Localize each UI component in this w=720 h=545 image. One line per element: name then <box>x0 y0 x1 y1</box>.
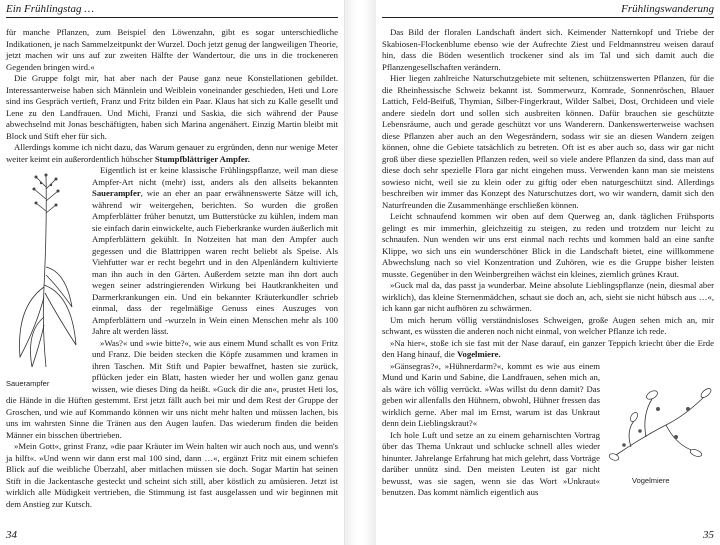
paragraph: Das Bild der floralen Landschaft ändert sich. Keimender Natternkopf und Triebe der Skabiosen-Flockenblume ebenso wie der Aufrechte Ziest und Feldmannstreu weisen darauf hin, dass die Böden wesentlich trockener sind als im Tal und sich damit auch die Pflanzengesellschaften verändern. <box>382 27 714 72</box>
paragraph: Um mich herum völlig verständnisloses Schweigen, große Augen sehen mich an, mir schwant, es wüssten die anderen noch nicht einmal, von welcher Pflanze ich rede. <box>382 314 714 336</box>
left-page-body <box>6 27 338 510</box>
paragraph-text: »Na hier«, stoße ich sie fast mit der Nase darauf, ein ganzer Teppich kriecht über die Erde den Hang hinauf, die <box>382 337 714 359</box>
paragraph-text: , wie an eher an paar erwähnenswerte Sätze will ich, während wir weitergehen, berichten. So wurden die großen Ampferblätter früher benutzt, um Butterstücke zu kühlen, indem man sie einfach darin einwickelte, auch Fieberkranke wurden äußerlich mit Ampferblättern gekühlt. In Notzeiten hat man den Ampfer auch gegessen und die Blattrippen waren recht beliebt als Speise. Als Viehfutter war er recht begehrt und in den Alpenländern kultivierte man ihn auch in den Gärten. Außerdem setzte man ihn dort auch wegen seiner adstringierenden Wirkung bei Hautkrankheiten und Darmerkrankungen ein. Und ein bekannter Kräuterkundler schrieb einmal, dass der regelmäßige Genuss eines Auszuges von Ampferblättern und -wurzeln in Wein einen Menschen mehr als 100 Jahre alt werden lässt. <box>92 188 338 336</box>
paragraph <box>6 142 338 165</box>
paragraph: Leicht schnaufend kommen wir oben auf dem Querweg an, dank täglichen Frühsports gelingt es mir immerhin, gleichzeitig zu steigen, zu reden und trotzdem nur leicht zu schnaufen. Nun wenden wir uns erst einmal nach rechts und kommen bald an eine sanfte Klippe, wo sich uns ein wunderschöner Blick in die Landschaft bietet, eine willkommene Abwechslung nach so viel Konzentration und Zuhören, wie es die Gruppe bisher leisten musste. Gegenüber in den Weinbergreihen wächst ein kleines, ziemlich grünes Kraut. <box>382 211 714 279</box>
figure-caption: Sauerampfer <box>6 378 50 388</box>
sauerampfer-bold: Sauerampfer <box>92 188 141 198</box>
paragraph: »Was?« und »wie bitte?«, wie aus einem Mund schallt es von Fritz und Franz. Die beiden stecken die Köpfe zusammen und kramen in ihren Taschen. Mit Stift und Papier bewaffnet, hasten sie zurück, pflücken jeder ein Blatt, hasten wieder her und wollen ganz genau wissen, wie dieses Ding da heißt. »Guck dir die an«, prustet Heti los, die Hände in die Hüften gestemmt. Erst jetzt fällt auch bei mir und dem Rest der Gruppe der Groschen, und wie auf Kommando können wir uns nicht mehr halten und müssen lachen, bis uns im wahrsten Sinne die Tränen aus den Augen laufen. Das wiederum finden die beiden Männer ein bisschen übertrieben. <box>6 337 338 440</box>
right-page-body <box>382 27 714 499</box>
page-number-right: 35 <box>703 529 714 541</box>
plant-name-bold: Vogelmiere. <box>457 349 501 359</box>
paragraph: »Mein Gott«, grinst Franz, »die paar Kräuter im Wein halten wir auch noch aus, und wenn's ja hilft«. »Und wenn wir dann erst mal 100 sind, dann …«, ergänzt Fritz mit einem schiefen Blick auf die weibliche Überzahl, aber mitlachen müssen sie doch. Sogar Martin hat seinen Stift in die Jackentasche gesteckt und scheint sich still, aber köstlich zu amüsieren. Jetzt ist wirklich alle Müdigkeit vertrieben, die Stimmung ist fast ausgelassen und wir beginnen mit dem Anstieg zur Kutsch. <box>6 441 338 509</box>
paragraph-text: Allerdings komme ich nicht dazu, das Warum genauer zu ergründen, denn nur wenige Meter weiter keimt ein außerordentlich hübscher <box>6 142 338 164</box>
paragraph: Hier liegen zahlreiche Naturschutzgebiete mit seltenen, schützenswerten Pflanzen, für die die Rheinhessische Schweiz bekannt ist. Sommerwurz, Kornrade, Sonnenröschen, Blauer Lattich, Feld-Beifuß, Thymian, Silber-Fingerkraut, Wilder Salbei, Dost, Orchideen und viele andere siedeln dort und sollen sich ausbreiten können. Dafür brauchen sie geschützte Lebensräume, auch und gerade geschützt vor uns Wanderern. Dankenswerterweise wachsen diese Pflanzen aber auch an den Wegesrändern, sodass wir sie an diesen Wandern zeigen können, ohne die Gebiete tatsächlich zu betreten. Oft ist es aber auch so, dass wir gar nicht groß über diese speziellen Pflanzen reden, weil so viele andere Pflanzen da sind, dass man auf diese doch sehr spezielle Flora gar nicht eingehen muss. Verwenden kann man sie meistens sowieso nicht, weil sie zu klein oder zu giftig oder eben naturgeschützt sind. Allerdings beschreiben wir immer das Konzept des Naturschutzes dort, wo wir wandern, damit sich den Naturfreunden die Zusammenhänge erschließen können. <box>382 73 714 210</box>
paragraph: »Gänsegras?«, »Hühnerdarm?«, kommt es wie aus einem Mund und Karin und Sabine, die Landfrauen, sehen mich an, als wäre ich völlig verrückt. »Was willst du denn damit? Das geben wir allenfalls den Hühnern, obwohl, Hühner fressen das wirklich gerne. Aber mal im Ernst, warum ist das Unkraut denn dein Lieblingskraut?« <box>382 360 600 428</box>
vogelmiere-illustration <box>606 365 714 475</box>
right-page <box>376 0 720 545</box>
book-gutter <box>344 0 376 545</box>
sauerampfer-figure <box>6 167 86 389</box>
paragraph <box>382 338 714 361</box>
left-page <box>0 0 345 545</box>
plant-name-bold: Stumpfblättriger Ampfer. <box>154 153 250 164</box>
sauerampfer-illustration <box>6 167 86 373</box>
page-number-left: 34 <box>6 529 17 541</box>
figure-caption: Vogelmiere <box>632 476 670 485</box>
paragraph: Die Gruppe folgt mir, hat aber nach der Pause ganz neue Konstellationen gebildet. Interessanterweise haben sich Männlein und Weiblein voneinander geschieden, Heti und Lore sind ins Gespräch vertieft, Franz und Fritz bilden ein Paar. Klaus hat sich zu Kalle gesellt und Lene zu den Landfrauen. Und Michi, Franzi und Saskia, die sich während der Pause abwechselnd mit Jonas beschäftigten, haben sich Marina angenähert. Einzig Martin bleibt mit Block und Stift eher für sich. <box>6 73 338 141</box>
paragraph: für manche Pflanzen, zum Beispiel den Löwenzahn, gibt es sogar unterschiedliche Indikationen, je nach Sammelzeitpunkt der Wurzel. Doch jetzt genug der langweiligen Theorie, jetzt machen wir uns auf zur zweiten Hälfte der Wandertour, die uns in die trockeneren Gegenden bringen wird.« <box>6 27 338 72</box>
paragraph: Ich hole Luft und setze an zu einem geharnischten Vortrag über das Thema Unkraut und schlucke schnell alles wieder hinunter. Jahrelange Erfahrung hat mich gelehrt, dass Vorträge darüber unnütz sind. Den meisten Leuten ist gar nicht bewusst, was sie sagen, wenn sie das Wort »Unkraut« benutzen. Das kommt nämlich eigentlich aus <box>382 429 600 497</box>
running-head-left: Ein Frühlingstag … <box>6 3 338 18</box>
paragraph-text: Eigentlich ist er keine klassische Frühlingspflanze, weil man diese Ampfer-Art nicht (mehr) isst, anders als den allseits bekannten <box>92 165 338 187</box>
vogelmiere-figure <box>606 365 714 487</box>
running-head-right: Frühlingswanderung <box>382 3 714 18</box>
paragraph: »Guck mal da, das passt ja wunderbar. Meine absolute Lieblingspflanze (nein, diesmal aber wirklich), das kleine Sternenmädchen, schaut sie doch an, ach, sieht sie nicht hübsch aus …«, ich kann gar nicht aufhören zu schwärmen. <box>382 280 714 313</box>
